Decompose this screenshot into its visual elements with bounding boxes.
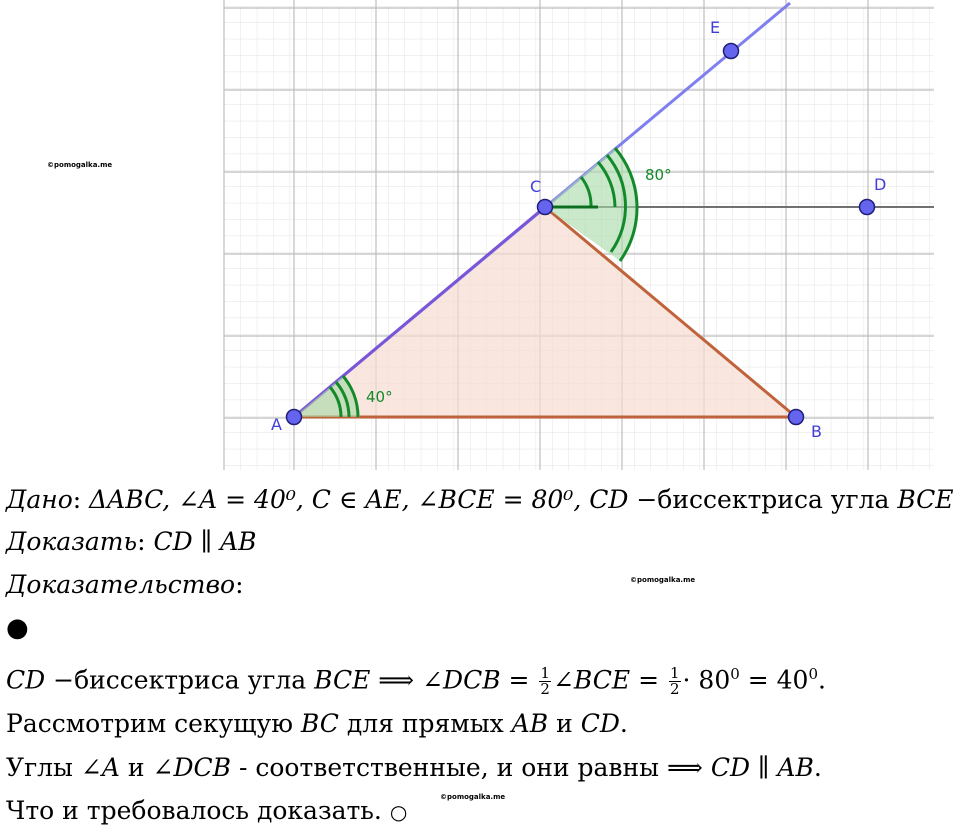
line2-cd: CD [580,709,620,738]
label-e: E [710,18,721,37]
qed-mark: ○ [389,800,408,824]
point-b [789,410,804,425]
proof-line-3: Углы ∠A и ∠DCB - соответственные, и они равны ⟹ CD ∥ AB. [6,753,822,782]
bullet: ● [6,613,29,643]
line3-angle-a: ∠A [80,753,120,782]
label-a: A [271,415,282,434]
line2-text: Рассмотрим секущую [6,709,293,738]
line3-and: и [127,753,145,782]
line2-ab: AB [511,709,549,738]
label-d: D [874,175,887,194]
proof-heading: Доказательство: [6,570,244,599]
angle-a-label: 40° [366,388,393,406]
watermark-1: ©pomogalka.me [47,161,113,169]
line3-angles: Углы [6,753,73,782]
line1-cd: CD [6,665,46,695]
line1-angle: BCE ⟹ ∠DCB = [314,665,530,695]
line3-angle-dcb: ∠DCB [152,753,231,782]
given-math: ΔABC, ∠A = 40⁰, C ∈ AE, ∠BCE = 80⁰, CD [89,485,629,514]
prove-line: Доказать: CD ∥ AB [6,527,257,556]
line2-for: для прямых [346,709,504,738]
line3-corresponding: - соответственные, и они равны ⟹ [238,753,703,782]
angle-c-label: 80° [645,166,672,184]
fraction-half-2: $\frac{1}{2}$ [669,664,680,699]
given-angle: BCE [897,485,954,514]
proof-line-1: CD −биссектриса угла BCE ⟹ ∠DCB = $\frac{1}{2}$ ∠BCE = $\frac{1}{2}$ · $80^0 = 40^0$. [6,664,826,699]
line3-parallel: CD ∥ AB [710,753,814,782]
label-c: C [530,177,542,196]
point-d [860,200,875,215]
prove-label: Доказать [6,527,138,556]
line1-forty: = 40 [747,665,809,695]
fraction-half-1: $\frac{1}{2}$ [540,664,550,699]
given-line: Дано: ΔABC, ∠A = 40⁰, C ∈ AE, ∠BCE = 80⁰, CD −биссектриса угла BCE [6,485,954,514]
watermark-3: ©pomogalka.me [440,793,506,801]
line2-bc: BC [300,709,339,738]
proof-label: Доказательство [6,570,236,599]
proof-line-4 [6,795,407,828]
line4-text: Что и требовалось доказать. [6,796,382,825]
watermark-2: ©pomogalka.me [630,576,696,584]
point-a [287,410,302,425]
line1-eighty: · 80 [682,665,731,695]
given-tail: −биссектриса угла [636,485,890,514]
point-e [724,44,739,59]
given-label: Дано [6,485,73,514]
proof-line-2: Рассмотрим секущую BC для прямых AB и CD. [6,709,628,738]
line1-bce: ∠BCE = [552,665,660,695]
prove-math: CD ∥ AB [153,527,257,556]
line1-bisector: −биссектриса угла [53,665,307,695]
point-c [538,200,553,215]
label-b: B [811,422,822,441]
line2-and: и [556,709,573,738]
